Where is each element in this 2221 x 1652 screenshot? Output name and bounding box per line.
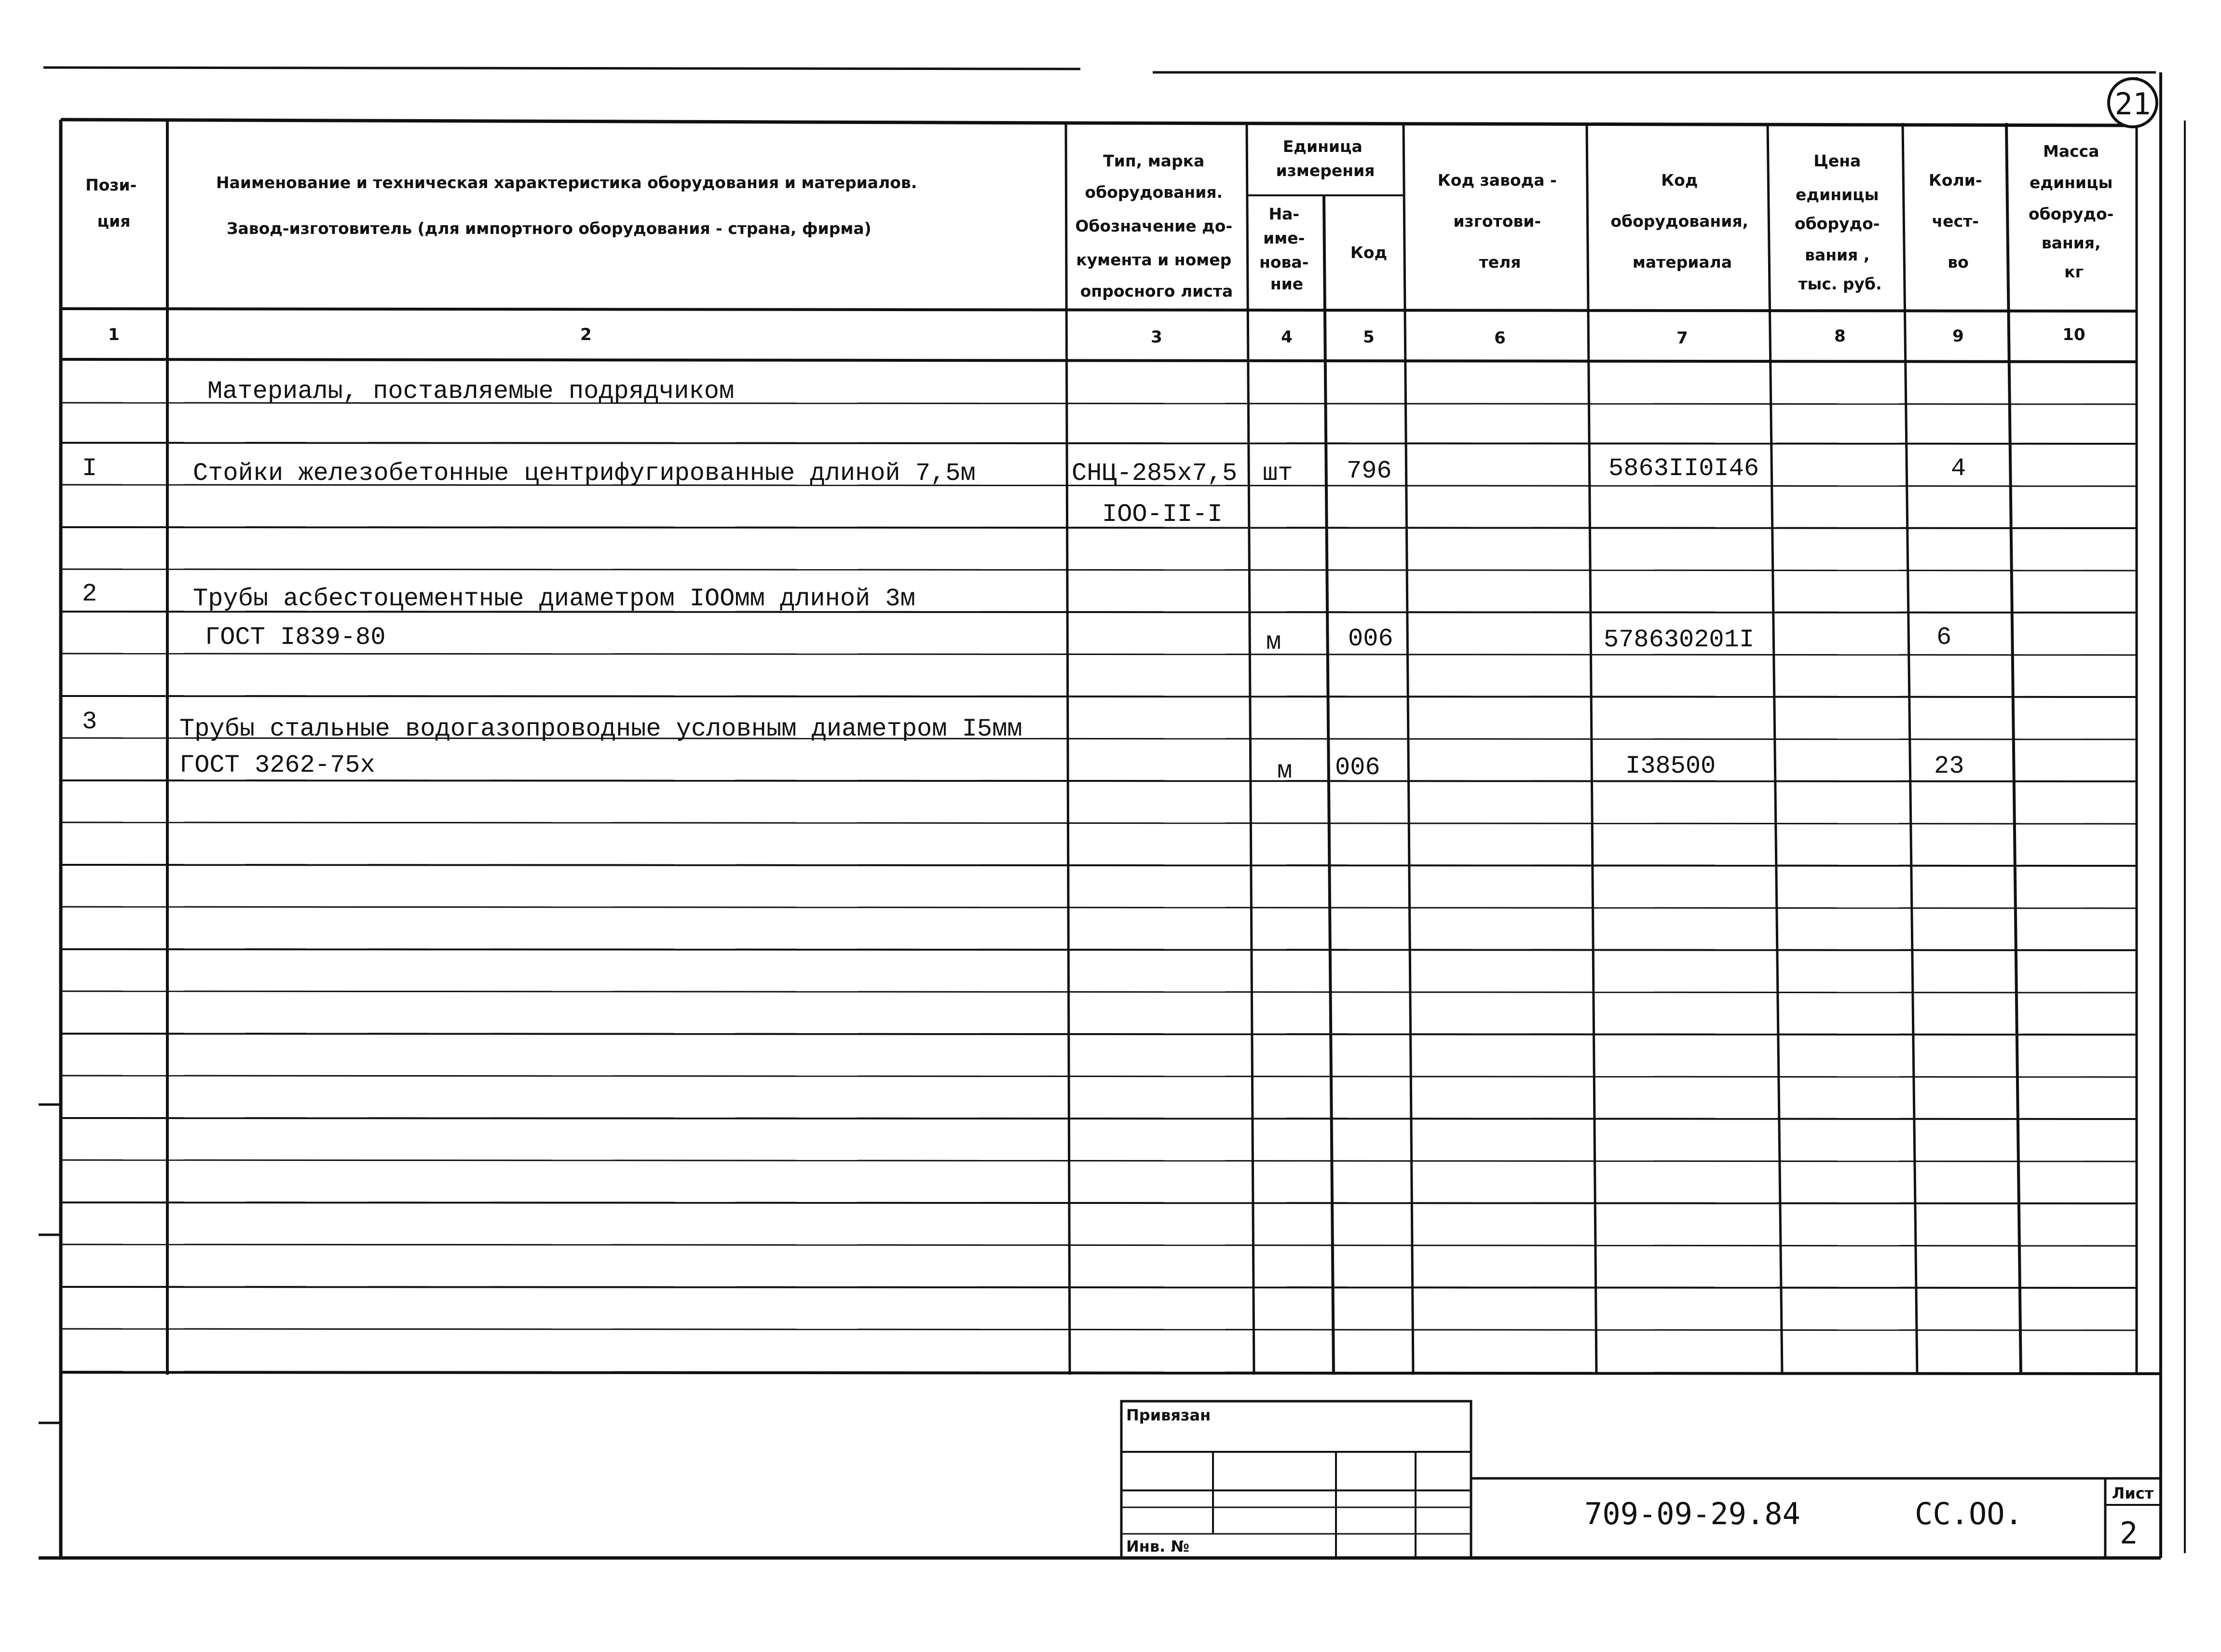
header-unit-group: Единица измерения bbox=[1276, 137, 1375, 180]
item-unit-code: 006 bbox=[1348, 625, 1393, 653]
item-position: 2 bbox=[82, 580, 97, 608]
item-document: IOO-II-I bbox=[1102, 500, 1223, 529]
header-quantity: Коли- чест- во bbox=[1928, 171, 1982, 272]
column-number: 2 bbox=[580, 325, 592, 344]
header-position: Пози- ция bbox=[85, 176, 137, 231]
table-row bbox=[82, 708, 1964, 785]
item-quantity: 6 bbox=[1936, 623, 1952, 652]
table-header bbox=[85, 137, 2119, 300]
header-type: Тип, марка оборудования. Обозначение до- кумента и номер опросного листа bbox=[1075, 151, 1233, 300]
column-number: 6 bbox=[1494, 328, 1506, 348]
item-name: Трубы асбестоцементные диаметром IOOмм длиной 3м bbox=[193, 585, 915, 613]
column-number: 4 bbox=[1281, 328, 1293, 347]
item-material-code: 5863II0I46 bbox=[1608, 454, 1759, 483]
table-row bbox=[82, 454, 1966, 529]
header-material-code: Код оборудования, материала bbox=[1610, 171, 1749, 272]
item-type: СНЦ-285х7,5 bbox=[1072, 459, 1238, 488]
item-material-code: 578630201I bbox=[1604, 626, 1755, 654]
inventory-label: Инв. № bbox=[1126, 1537, 1189, 1556]
column-number: 9 bbox=[1952, 327, 1964, 346]
header-price: Цена единицы оборудо- вания , тыс. руб. bbox=[1794, 151, 1882, 293]
column-number: 10 bbox=[2062, 325, 2085, 344]
header-unit-name: На- име- нова- ние bbox=[1259, 205, 1309, 293]
item-name: Трубы стальные водогазопроводные условным диаметром I5мм bbox=[179, 715, 1022, 743]
item-unit: м bbox=[1277, 757, 1293, 785]
table-body bbox=[82, 377, 1966, 785]
item-standard: ГОСТ 3262-75х bbox=[179, 751, 375, 779]
item-position: 3 bbox=[82, 708, 97, 736]
bound-label: Привязан bbox=[1126, 1406, 1211, 1424]
column-number: 8 bbox=[1834, 327, 1846, 346]
header-mass: Масса единицы оборудо- вания, кг bbox=[2028, 142, 2114, 281]
header-unit-code: Код bbox=[1350, 243, 1388, 262]
item-quantity: 4 bbox=[1951, 454, 1966, 483]
item-unit-code: 006 bbox=[1335, 753, 1380, 782]
table-row bbox=[82, 580, 1951, 656]
item-position: I bbox=[82, 454, 97, 483]
column-number: 3 bbox=[1151, 328, 1162, 347]
item-quantity: 23 bbox=[1934, 752, 1964, 780]
header-name-line2: Завод-изготовитель (для импортного оборудования - страна, фирма) bbox=[227, 219, 872, 238]
section-title: Материалы, поставляемые подрядчиком bbox=[207, 377, 735, 406]
header-factory-code: Код завода - изготови- теля bbox=[1437, 171, 1557, 272]
item-material-code: I38500 bbox=[1625, 752, 1716, 780]
sheet-badge-number: 21 bbox=[2114, 86, 2151, 122]
header-name-line1: Наименование и техническая характеристика оборудования и материалов. bbox=[216, 173, 917, 192]
item-name: Стойки железобетонные центрифугированные длиной 7,5м bbox=[193, 459, 976, 488]
title-block bbox=[1121, 1401, 2161, 1558]
item-standard: ГОСТ I839-80 bbox=[205, 623, 386, 652]
column-number: 1 bbox=[108, 325, 120, 344]
document-code: 709-09-29.84 bbox=[1584, 1496, 1800, 1531]
sheet-badge bbox=[2109, 79, 2157, 127]
table-grid bbox=[61, 121, 2161, 1375]
column-number: 5 bbox=[1363, 328, 1375, 347]
item-unit: шт bbox=[1263, 459, 1293, 488]
document-suffix: СС.ОО. bbox=[1915, 1496, 2023, 1531]
item-unit-code: 796 bbox=[1347, 457, 1392, 485]
column-number: 7 bbox=[1676, 328, 1688, 348]
column-numbers bbox=[108, 325, 2085, 348]
sheet-number: 2 bbox=[2120, 1515, 2138, 1551]
item-unit: м bbox=[1266, 628, 1281, 656]
sheet-label: Лист bbox=[2112, 1484, 2154, 1502]
